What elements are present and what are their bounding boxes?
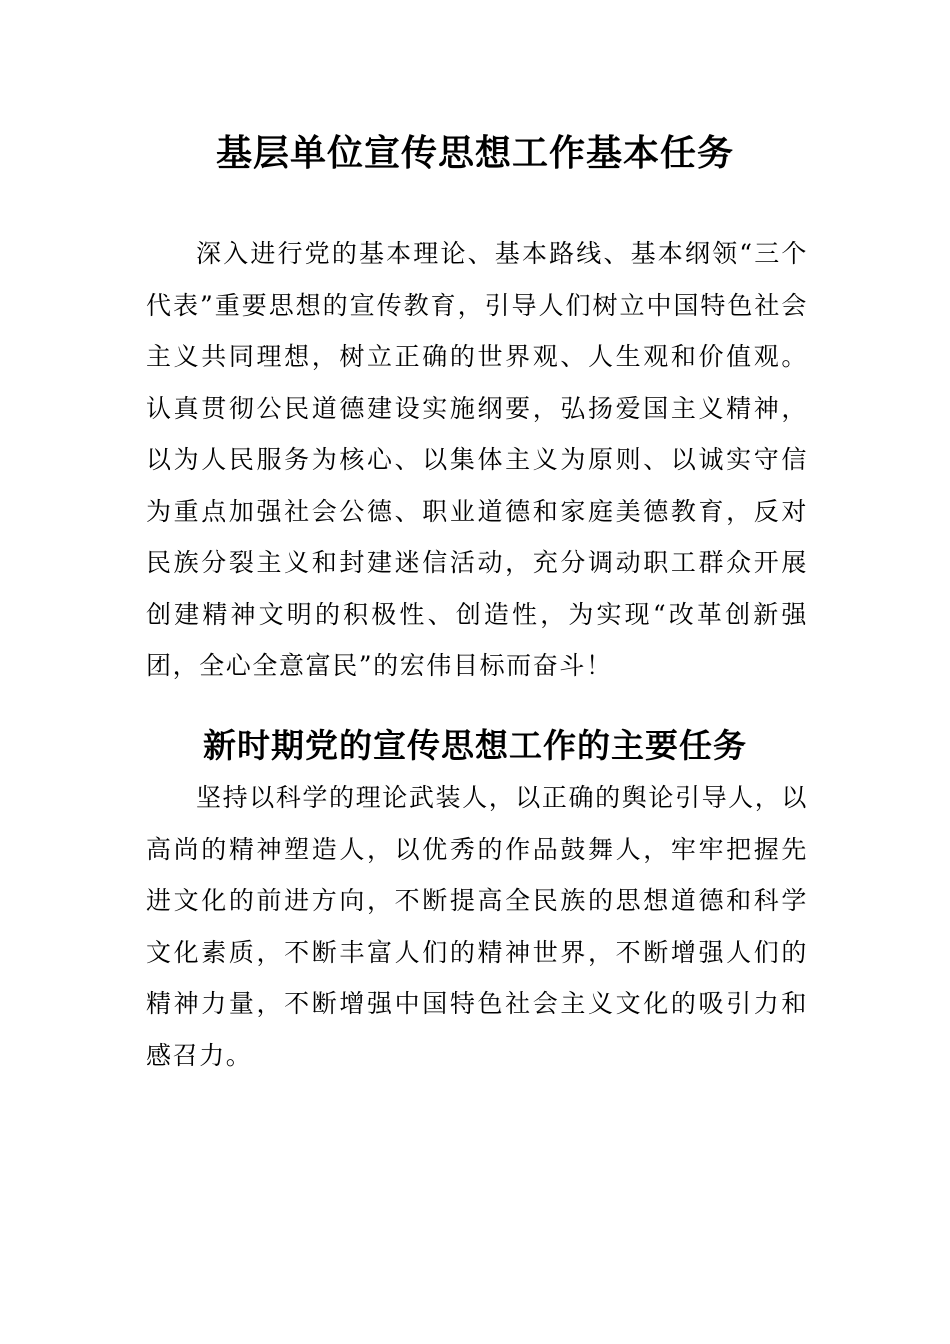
section-2-body: 坚持以科学的理论武装人，以正确的舆论引导人，以高尚的精神塑造人，以优秀的作品鼓舞人，牢牢把握先进文化的前进方向，不断提高全民族的思想道德和科学文化素质，不断丰富人们的精神世界，不断增强人们的精神力量，不断增强中国特色社会主义文化的吸引力和感召力。 [146, 783, 808, 1070]
section-2-title: 新时期党的宣传思想工作的主要任务 [203, 726, 747, 765]
section-1-title: 基层单位宣传思想工作基本任务 [215, 132, 734, 174]
section-1-body: 深入进行党的基本理论、基本路线、基本纲领“三个代表”重要思想的宣传教育，引导人们树立中国特色社会主义共同理想，树立正确的世界观、人生观和价值观。认真贯彻公民道德建设实施纲要，弘扬爱国主义精神，以为人民服务为核心、以集体主义为原则、以诚实守信为重点加强社会公德、职业道德和家庭美德教育，反对民族分裂主义和封建迷信活动，充分调动职工群众开展创建精神文明的积极性、创造性，为实现“改革创新强团，全心全意富民”的宏伟目标而奋斗！ [146, 239, 808, 680]
